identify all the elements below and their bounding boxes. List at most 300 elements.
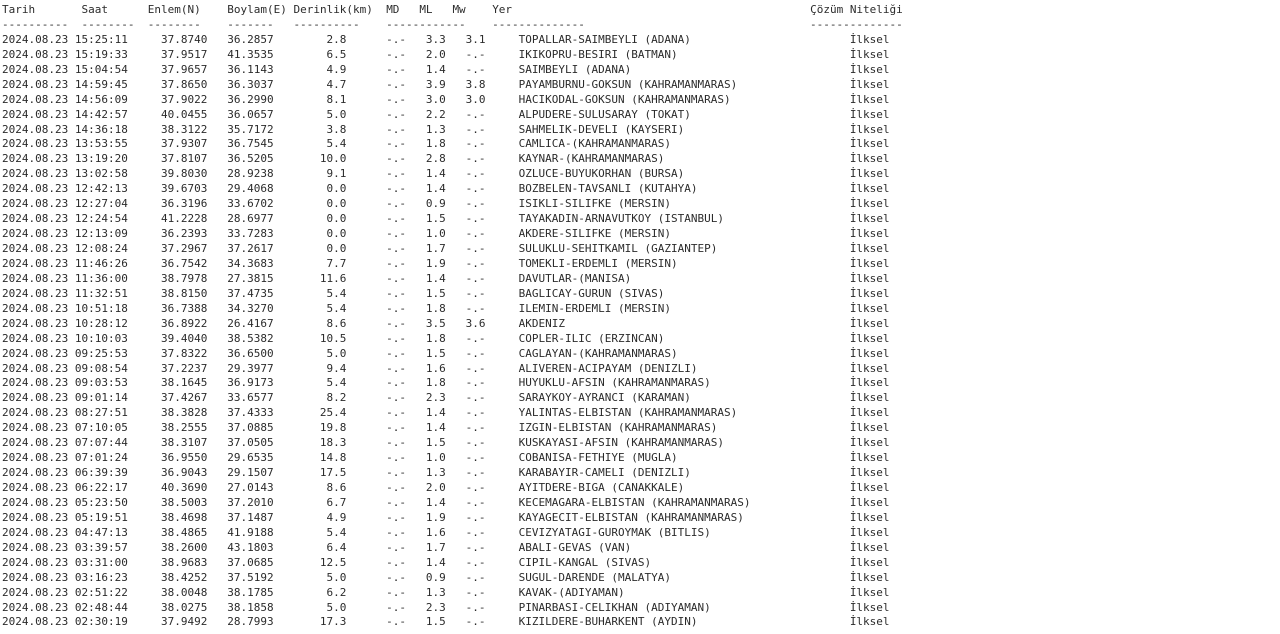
row-depth: 5.0 — [326, 600, 347, 614]
row-md: -.- — [386, 615, 407, 629]
quake-row — [2, 137, 916, 152]
row-quality: İlksel — [849, 227, 890, 241]
row-ml: 1.6 — [425, 361, 446, 375]
row-md: -.- — [386, 585, 407, 599]
row-quality: İlksel — [849, 600, 890, 614]
row-place: YALINTAS-ELBISTAN (KAHRAMANMARAS) — [518, 406, 738, 420]
row-place: KUSKAYASI-AFSIN (KAHRAMANMARAS) — [518, 436, 724, 450]
row-depth: 8.6 — [326, 316, 347, 330]
row-lat: 37.8650 — [160, 77, 208, 91]
row-time: 06:39:39 — [74, 466, 128, 480]
row-date: 2024.08.23 — [2, 451, 69, 465]
row-md: -.- — [386, 361, 407, 375]
row-mw: -.- — [465, 137, 486, 151]
row-depth: 5.0 — [326, 107, 347, 121]
row-mw: -.- — [465, 391, 486, 405]
row-place: COBANISA-FETHIYE (MUGLA) — [518, 451, 678, 465]
sep-place: -------------- — [492, 17, 585, 31]
row-md: -.- — [386, 242, 407, 255]
row-md: -.- — [386, 47, 407, 61]
quake-row — [2, 242, 916, 257]
row-quality: İlksel — [849, 391, 890, 405]
row-time: 15:19:33 — [74, 47, 128, 61]
column-ml: ML — [419, 3, 433, 16]
row-date: 2024.08.23 — [2, 406, 69, 420]
row-mw: -.- — [465, 585, 486, 599]
sep-depth: ---------- — [293, 17, 360, 31]
row-quality: İlksel — [849, 436, 890, 450]
quake-row — [2, 63, 916, 78]
row-mw: -.- — [465, 47, 486, 61]
row-time: 07:10:05 — [74, 421, 128, 435]
row-lat: 38.0275 — [160, 600, 208, 614]
row-date: 2024.08.23 — [2, 77, 69, 91]
row-mw: -.- — [465, 212, 486, 226]
sep-quality: -------------- — [810, 17, 903, 31]
row-quality: İlksel — [849, 301, 890, 315]
row-depth: 0.0 — [326, 212, 347, 226]
row-md: -.- — [386, 495, 407, 509]
row-lon: 28.9238 — [227, 167, 274, 181]
row-place: KAVAK-(ADIYAMAN) — [518, 585, 625, 599]
quake-row — [2, 541, 916, 556]
quake-row — [2, 272, 916, 287]
row-lat: 36.7388 — [160, 301, 208, 315]
row-lon: 36.1143 — [227, 62, 274, 76]
row-quality: İlksel — [849, 346, 890, 360]
row-md: -.- — [386, 256, 407, 270]
column-time: Saat — [81, 3, 108, 16]
row-quality: İlksel — [849, 555, 890, 569]
row-place: SULUKLU-SEHITKAMIL (GAZIANTEP) — [518, 242, 718, 255]
row-depth: 0.0 — [326, 242, 347, 255]
row-md: -.- — [386, 182, 407, 196]
row-time: 12:24:54 — [74, 212, 128, 226]
row-ml: 2.3 — [425, 391, 446, 405]
row-lat: 37.9307 — [160, 137, 208, 151]
row-lat: 40.3690 — [160, 481, 208, 494]
column-depth: Derinlik(km) — [293, 3, 373, 16]
row-md: -.- — [386, 600, 407, 614]
row-lat: 37.2967 — [160, 242, 208, 255]
row-date: 2024.08.23 — [2, 32, 69, 46]
row-date: 2024.08.23 — [2, 242, 69, 255]
row-depth: 10.5 — [319, 331, 347, 345]
column-quality: Çözüm Niteliği — [810, 3, 903, 16]
row-quality: İlksel — [849, 77, 890, 91]
row-place: ALPUDERE-SULUSARAY (TOKAT) — [518, 107, 691, 121]
quake-row — [2, 391, 916, 406]
row-quality: İlksel — [849, 570, 890, 584]
row-time: 03:16:23 — [74, 570, 128, 584]
row-md: -.- — [386, 152, 407, 166]
row-md: -.- — [386, 62, 407, 76]
row-depth: 8.1 — [326, 92, 347, 106]
row-quality: İlksel — [849, 525, 890, 539]
row-md: -.- — [386, 466, 407, 480]
row-md: -.- — [386, 570, 407, 584]
row-mw: -.- — [465, 510, 486, 524]
row-quality: İlksel — [849, 122, 890, 136]
row-date: 2024.08.23 — [2, 615, 69, 629]
row-quality: İlksel — [849, 421, 890, 435]
row-date: 2024.08.23 — [2, 47, 69, 61]
row-ml: 1.5 — [425, 286, 446, 300]
row-quality: İlksel — [849, 510, 890, 524]
row-ml: 1.0 — [425, 227, 446, 241]
row-place: BOZBELEN-TAVSANLI (KUTAHYA) — [518, 182, 698, 196]
row-lon: 29.3977 — [227, 361, 274, 375]
row-date: 2024.08.23 — [2, 122, 69, 136]
row-place: ISIKLI-SILIFKE (MERSIN) — [518, 197, 671, 211]
row-lat: 37.4267 — [160, 391, 208, 405]
row-date: 2024.08.23 — [2, 331, 69, 345]
row-time: 13:19:20 — [74, 152, 128, 166]
row-depth: 5.0 — [326, 346, 347, 360]
row-place: KARABAYIR-CAMELI (DENIZLI) — [518, 466, 691, 480]
row-ml: 1.8 — [425, 331, 446, 345]
row-depth: 4.7 — [326, 77, 347, 91]
row-ml: 1.4 — [425, 555, 446, 569]
row-ml: 2.2 — [425, 107, 446, 121]
sep-lat: -------- — [147, 17, 201, 31]
row-time: 15:25:11 — [74, 32, 128, 46]
row-place: COPLER-ILIC (ERZINCAN) — [518, 331, 665, 345]
row-md: -.- — [386, 421, 407, 435]
row-lon: 29.1507 — [227, 466, 274, 480]
row-depth: 6.2 — [326, 585, 347, 599]
row-time: 10:10:03 — [74, 331, 128, 345]
row-md: -.- — [386, 137, 407, 151]
row-lon: 41.9188 — [227, 525, 274, 539]
row-md: -.- — [386, 436, 407, 450]
row-md: -.- — [386, 212, 407, 226]
row-quality: İlksel — [849, 481, 890, 494]
row-lon: 36.3037 — [227, 77, 274, 91]
row-quality: İlksel — [849, 585, 890, 599]
row-ml: 1.7 — [425, 540, 446, 554]
row-depth: 5.4 — [326, 137, 347, 151]
row-mw: 3.8 — [465, 77, 486, 91]
row-date: 2024.08.23 — [2, 361, 69, 375]
row-time: 14:59:45 — [74, 77, 128, 91]
row-md: -.- — [386, 346, 407, 360]
row-quality: İlksel — [849, 256, 890, 270]
row-lon: 38.1785 — [227, 585, 274, 599]
row-time: 07:01:24 — [74, 451, 128, 465]
row-quality: İlksel — [849, 316, 890, 330]
column-header-row — [2, 3, 916, 18]
quake-row — [2, 33, 916, 48]
row-lat: 41.2228 — [160, 212, 208, 226]
row-lat: 38.3122 — [160, 122, 208, 136]
row-ml: 3.5 — [425, 316, 446, 330]
row-time: 12:27:04 — [74, 197, 128, 211]
quake-row — [2, 108, 916, 123]
row-mw: 3.1 — [465, 32, 486, 46]
sep-date: ---------- — [2, 17, 69, 31]
row-lat: 38.3107 — [160, 436, 208, 450]
row-date: 2024.08.23 — [2, 436, 69, 450]
row-depth: 0.0 — [326, 182, 347, 196]
row-time: 15:04:54 — [74, 62, 128, 76]
row-depth: 0.0 — [326, 227, 347, 241]
row-time: 05:23:50 — [74, 495, 128, 509]
row-lat: 37.9022 — [160, 92, 208, 106]
row-lat: 37.8322 — [160, 346, 208, 360]
row-place: AKDENIZ — [518, 316, 566, 330]
row-time: 09:08:54 — [74, 361, 128, 375]
quake-row — [2, 496, 916, 511]
row-quality: İlksel — [849, 152, 890, 166]
row-mw: -.- — [465, 615, 486, 629]
row-date: 2024.08.23 — [2, 197, 69, 211]
row-quality: İlksel — [849, 212, 890, 226]
row-lat: 37.2237 — [160, 361, 208, 375]
row-place: ALIVEREN-ACIPAYAM (DENIZLI) — [518, 361, 698, 375]
row-place: OZLUCE-BUYUKORHAN (BURSA) — [518, 167, 685, 181]
row-ml: 3.3 — [425, 32, 446, 46]
row-lon: 37.0885 — [227, 421, 274, 435]
row-depth: 6.4 — [326, 540, 347, 554]
row-lon: 36.0657 — [227, 107, 274, 121]
quake-row — [2, 615, 916, 630]
row-depth: 5.4 — [326, 525, 347, 539]
row-ml: 3.0 — [425, 92, 446, 106]
row-date: 2024.08.23 — [2, 525, 69, 539]
row-lat: 38.3828 — [160, 406, 208, 420]
column-lat: Enlem(N) — [147, 3, 201, 16]
row-place: SAIMBEYLI (ADANA) — [518, 62, 632, 76]
row-lat: 38.4698 — [160, 510, 208, 524]
row-mw: -.- — [465, 570, 486, 584]
row-depth: 9.1 — [326, 167, 347, 181]
row-date: 2024.08.23 — [2, 137, 69, 151]
row-ml: 1.5 — [425, 212, 446, 226]
row-depth: 17.5 — [319, 466, 347, 480]
quake-row — [2, 332, 916, 347]
row-place: CAMLICA-(KAHRAMANMARAS) — [518, 137, 671, 151]
row-mw: -.- — [465, 466, 486, 480]
row-quality: İlksel — [849, 406, 890, 420]
row-place: SUGUL-DARENDE (MALATYA) — [518, 570, 671, 584]
row-time: 04:47:13 — [74, 525, 128, 539]
row-ml: 1.6 — [425, 525, 446, 539]
row-mw: -.- — [465, 286, 486, 300]
row-md: -.- — [386, 301, 407, 315]
row-mw: -.- — [465, 540, 486, 554]
row-ml: 1.4 — [425, 495, 446, 509]
quake-row — [2, 481, 916, 496]
row-quality: İlksel — [849, 242, 890, 255]
row-md: -.- — [386, 227, 407, 241]
row-quality: İlksel — [849, 182, 890, 196]
row-ml: 2.3 — [425, 600, 446, 614]
row-ml: 1.8 — [425, 137, 446, 151]
column-place: Yer — [492, 3, 513, 16]
row-lon: 28.7993 — [227, 615, 274, 629]
quake-row — [2, 78, 916, 93]
sep-lon: ------- — [227, 17, 274, 31]
row-md: -.- — [386, 525, 407, 539]
column-md: MD — [386, 3, 400, 16]
row-mw: -.- — [465, 481, 486, 494]
row-lon: 37.0505 — [227, 436, 274, 450]
row-lon: 38.1858 — [227, 600, 274, 614]
row-date: 2024.08.23 — [2, 167, 69, 181]
row-lon: 33.7283 — [227, 227, 274, 241]
row-lat: 38.0048 — [160, 585, 208, 599]
row-lon: 27.0143 — [227, 481, 274, 494]
row-lat: 39.6703 — [160, 182, 208, 196]
quake-row — [2, 347, 916, 362]
row-mw: -.- — [465, 271, 486, 285]
row-mw: -.- — [465, 421, 486, 435]
row-lon: 41.3535 — [227, 47, 274, 61]
row-date: 2024.08.23 — [2, 555, 69, 569]
row-md: -.- — [386, 451, 407, 465]
row-ml: 1.8 — [425, 376, 446, 390]
quake-row — [2, 421, 916, 436]
row-md: -.- — [386, 510, 407, 524]
row-date: 2024.08.23 — [2, 182, 69, 196]
row-mw: -.- — [465, 152, 486, 166]
row-date: 2024.08.23 — [2, 495, 69, 509]
row-place: TOMEKLI-ERDEMLI (MERSIN) — [518, 256, 678, 270]
row-date: 2024.08.23 — [2, 286, 69, 300]
row-time: 09:01:14 — [74, 391, 128, 405]
earthquake-list — [2, 3, 916, 630]
row-time: 14:36:18 — [74, 122, 128, 136]
row-time: 12:42:13 — [74, 182, 128, 196]
row-mw: -.- — [465, 406, 486, 420]
row-time: 14:42:57 — [74, 107, 128, 121]
row-md: -.- — [386, 316, 407, 330]
row-depth: 0.0 — [326, 197, 347, 211]
row-mw: -.- — [465, 376, 486, 390]
row-lon: 36.2857 — [227, 32, 274, 46]
row-quality: İlksel — [849, 286, 890, 300]
row-date: 2024.08.23 — [2, 570, 69, 584]
row-time: 02:48:44 — [74, 600, 128, 614]
row-mw: -.- — [465, 436, 486, 450]
row-mw: -.- — [465, 600, 486, 614]
quake-row — [2, 526, 916, 541]
row-depth: 5.0 — [326, 570, 347, 584]
row-time: 09:03:53 — [74, 376, 128, 390]
row-md: -.- — [386, 107, 407, 121]
row-ml: 1.4 — [425, 421, 446, 435]
row-md: -.- — [386, 481, 407, 494]
row-depth: 19.8 — [319, 421, 347, 435]
row-quality: İlksel — [849, 107, 890, 121]
row-mw: -.- — [465, 122, 486, 136]
row-md: -.- — [386, 555, 407, 569]
row-ml: 1.5 — [425, 346, 446, 360]
row-depth: 6.7 — [326, 495, 347, 509]
quake-row — [2, 406, 916, 421]
row-lon: 37.1487 — [227, 510, 274, 524]
row-mw: -.- — [465, 182, 486, 196]
row-md: -.- — [386, 331, 407, 345]
row-ml: 1.5 — [425, 615, 446, 629]
row-date: 2024.08.23 — [2, 212, 69, 226]
row-place: KAYAGECIT-ELBISTAN (KAHRAMANMARAS) — [518, 510, 744, 524]
row-md: -.- — [386, 167, 407, 181]
row-date: 2024.08.23 — [2, 600, 69, 614]
row-lat: 38.2555 — [160, 421, 208, 435]
row-ml: 1.5 — [425, 436, 446, 450]
row-lat: 36.9043 — [160, 466, 208, 480]
row-quality: İlksel — [849, 540, 890, 554]
row-date: 2024.08.23 — [2, 316, 69, 330]
row-ml: 0.9 — [425, 570, 446, 584]
row-quality: İlksel — [849, 92, 890, 106]
row-date: 2024.08.23 — [2, 62, 69, 76]
row-lat: 38.1645 — [160, 376, 208, 390]
row-quality: İlksel — [849, 167, 890, 181]
row-depth: 8.2 — [326, 391, 347, 405]
row-quality: İlksel — [849, 495, 890, 509]
row-time: 06:22:17 — [74, 481, 128, 494]
row-lon: 28.6977 — [227, 212, 274, 226]
row-mw: -.- — [465, 107, 486, 121]
row-md: -.- — [386, 540, 407, 554]
separator-row — [2, 18, 916, 33]
row-lat: 40.0455 — [160, 107, 208, 121]
row-quality: İlksel — [849, 137, 890, 151]
row-mw: -.- — [465, 62, 486, 76]
row-date: 2024.08.23 — [2, 481, 69, 494]
row-mw: -.- — [465, 525, 486, 539]
quake-row — [2, 212, 916, 227]
row-lon: 37.2010 — [227, 495, 274, 509]
row-lat: 38.9683 — [160, 555, 208, 569]
row-mw: -.- — [465, 256, 486, 270]
row-time: 11:36:00 — [74, 271, 128, 285]
row-date: 2024.08.23 — [2, 271, 69, 285]
row-place: ABALI-GEVAS (VAN) — [518, 540, 632, 554]
row-lon: 33.6702 — [227, 197, 274, 211]
row-lon: 34.3270 — [227, 301, 274, 315]
quake-row — [2, 123, 916, 138]
row-ml: 3.9 — [425, 77, 446, 91]
row-lat: 36.3196 — [160, 197, 208, 211]
row-time: 11:46:26 — [74, 256, 128, 270]
row-depth: 4.9 — [326, 62, 347, 76]
row-date: 2024.08.23 — [2, 346, 69, 360]
row-place: SAHMELIK-DEVELI (KAYSERI) — [518, 122, 685, 136]
row-quality: İlksel — [849, 331, 890, 345]
row-mw: 3.6 — [465, 316, 486, 330]
row-quality: İlksel — [849, 466, 890, 480]
row-lat: 39.8030 — [160, 167, 208, 181]
row-md: -.- — [386, 376, 407, 390]
quake-row — [2, 167, 916, 182]
row-time: 05:19:51 — [74, 510, 128, 524]
row-time: 10:28:12 — [74, 316, 128, 330]
row-time: 14:56:09 — [74, 92, 128, 106]
quake-row — [2, 362, 916, 377]
row-mw: -.- — [465, 242, 486, 255]
row-lon: 27.3815 — [227, 271, 274, 285]
row-time: 08:27:51 — [74, 406, 128, 420]
row-place: KIZILDERE-BUHARKENT (AYDIN) — [518, 615, 698, 629]
row-lat: 39.4040 — [160, 331, 208, 345]
row-time: 13:02:58 — [74, 167, 128, 181]
row-depth: 8.6 — [326, 481, 347, 494]
quake-row — [2, 302, 916, 317]
